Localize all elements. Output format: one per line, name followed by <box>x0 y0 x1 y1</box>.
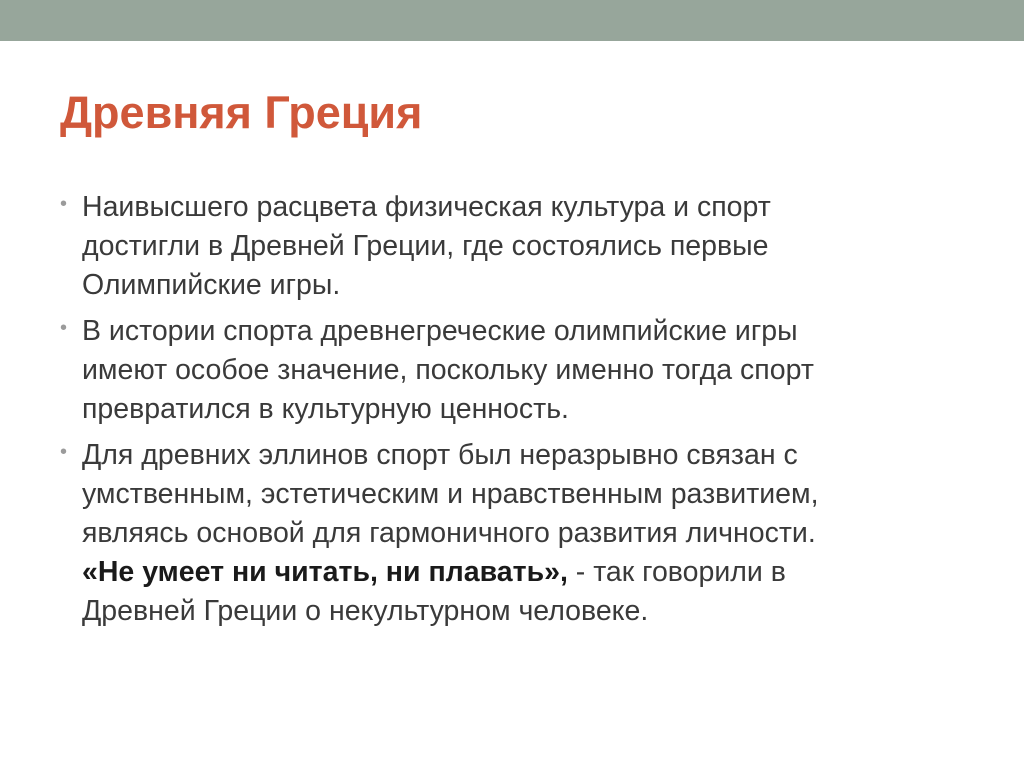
bullet-item-2 <box>60 312 982 429</box>
quote-continuation: - так говорили в <box>567 556 786 588</box>
bullet-list <box>60 188 982 638</box>
bullet-3-line-3: являясь основой для гармоничного развития личности. <box>82 517 816 549</box>
top-accent-band <box>0 0 1024 41</box>
bullet-1-line-2: достигли в Древней Греции, где состоялись первые <box>82 230 769 262</box>
bullet-2-line-2: имеют особое значение, поскольку именно тогда спорт <box>82 354 814 386</box>
slide-title: Древняя Греция <box>60 87 423 138</box>
bullet-icon: • <box>60 317 68 339</box>
bullet-3-line-4 <box>82 553 982 592</box>
bullet-item-3 <box>60 436 982 631</box>
bullet-2-line-3: превратился в культурную ценность. <box>82 393 569 425</box>
bullet-item-1 <box>60 188 982 305</box>
bullet-icon: • <box>60 441 68 463</box>
bullet-1-line-3: Олимпийские игры. <box>82 269 341 301</box>
bullet-3-line-1: Для древних эллинов спорт был неразрывно связан с <box>82 439 798 471</box>
bold-quote: «Не умеет ни читать, ни плавать», <box>82 556 568 588</box>
bullet-1-line-1: Наивысшего расцвета физическая культура и спорт <box>82 191 771 223</box>
bullet-2-line-1: В истории спорта древнегреческие олимпийские игры <box>82 315 798 347</box>
bullet-3-line-5: Древней Греции о некультурном человеке. <box>82 595 649 627</box>
bullet-icon: • <box>60 193 68 215</box>
bullet-3-line-2: умственным, эстетическим и нравственным развитием, <box>82 478 819 510</box>
